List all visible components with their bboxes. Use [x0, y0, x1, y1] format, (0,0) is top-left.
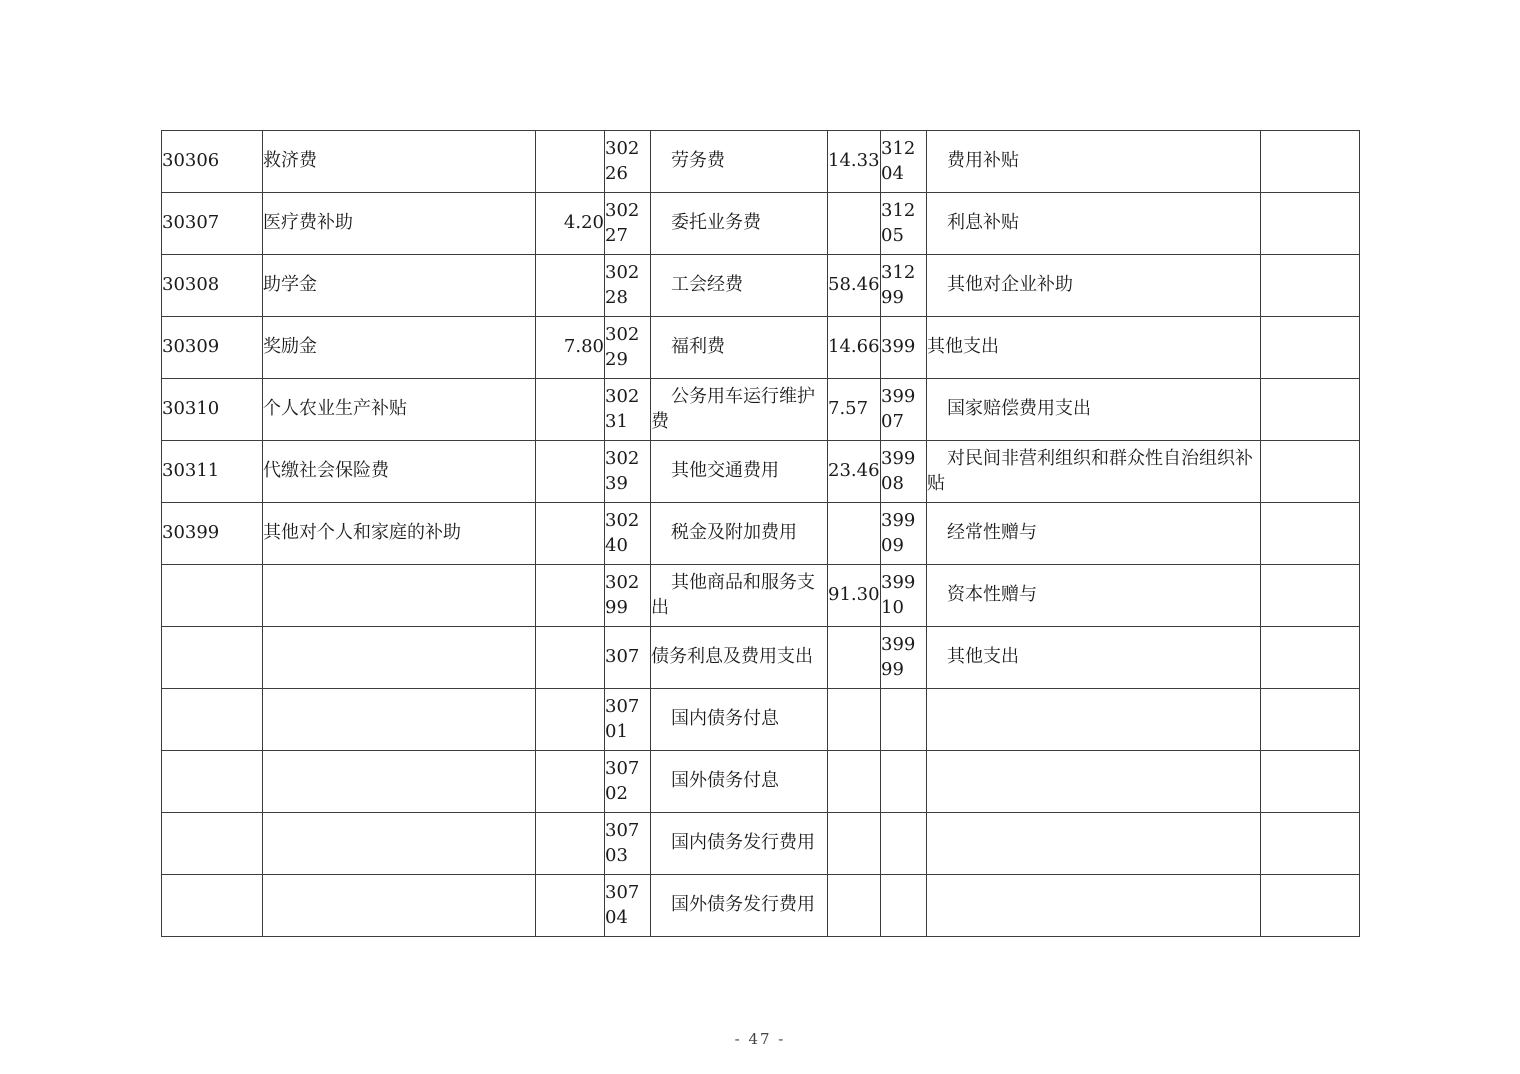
- amount-cell: [536, 379, 605, 441]
- code-cell: 30310: [162, 379, 263, 441]
- amount-cell: [1261, 689, 1360, 751]
- code-cell: 39910: [881, 565, 927, 627]
- name-cell: 其他交通费用: [651, 441, 828, 503]
- code-cell: 30228: [605, 255, 651, 317]
- code-cell: [162, 751, 263, 813]
- name-cell: 福利费: [651, 317, 828, 379]
- code-cell: 31204: [881, 131, 927, 193]
- amount-cell: 14.66: [828, 317, 881, 379]
- amount-cell: [828, 875, 881, 937]
- code-cell: 30239: [605, 441, 651, 503]
- amount-cell: [1261, 565, 1360, 627]
- name-cell: [263, 751, 536, 813]
- name-cell: 工会经费: [651, 255, 828, 317]
- code-cell: [162, 565, 263, 627]
- code-cell: 30308: [162, 255, 263, 317]
- amount-cell: [828, 193, 881, 255]
- name-cell: 公务用车运行维护费: [651, 379, 828, 441]
- name-cell: 其他对企业补助: [927, 255, 1261, 317]
- amount-cell: [1261, 131, 1360, 193]
- name-cell: 委托业务费: [651, 193, 828, 255]
- amount-cell: [536, 565, 605, 627]
- name-cell: 债务利息及费用支出: [651, 627, 828, 689]
- table-row: [162, 689, 1360, 751]
- name-cell: 经常性赠与: [927, 503, 1261, 565]
- code-cell: 399: [881, 317, 927, 379]
- expenditure-table: [161, 130, 1360, 937]
- amount-cell: [1261, 441, 1360, 503]
- name-cell: [927, 751, 1261, 813]
- table-body: [162, 131, 1360, 937]
- amount-cell: [828, 751, 881, 813]
- table-row: [162, 751, 1360, 813]
- amount-cell: [1261, 875, 1360, 937]
- amount-cell: [828, 813, 881, 875]
- name-cell: 劳务费: [651, 131, 828, 193]
- code-cell: 39909: [881, 503, 927, 565]
- amount-cell: [536, 813, 605, 875]
- name-cell: 代缴社会保险费: [263, 441, 536, 503]
- code-cell: [162, 689, 263, 751]
- code-cell: 30227: [605, 193, 651, 255]
- amount-cell: 91.30: [828, 565, 881, 627]
- name-cell: [263, 813, 536, 875]
- code-cell: 30399: [162, 503, 263, 565]
- code-cell: 31205: [881, 193, 927, 255]
- name-cell: 其他对个人和家庭的补助: [263, 503, 536, 565]
- table-row: [162, 441, 1360, 503]
- amount-cell: 4.20: [536, 193, 605, 255]
- amount-cell: [828, 627, 881, 689]
- code-cell: [881, 813, 927, 875]
- code-cell: 39907: [881, 379, 927, 441]
- name-cell: 国内债务发行费用: [651, 813, 828, 875]
- name-cell: 个人农业生产补贴: [263, 379, 536, 441]
- table-row: [162, 875, 1360, 937]
- name-cell: 其他商品和服务支出: [651, 565, 828, 627]
- name-cell: 国外债务发行费用: [651, 875, 828, 937]
- name-cell: 国家赔偿费用支出: [927, 379, 1261, 441]
- code-cell: [162, 813, 263, 875]
- table-row: [162, 255, 1360, 317]
- name-cell: 税金及附加费用: [651, 503, 828, 565]
- amount-cell: [536, 751, 605, 813]
- name-cell: 奖励金: [263, 317, 536, 379]
- code-cell: 30226: [605, 131, 651, 193]
- code-cell: 30240: [605, 503, 651, 565]
- amount-cell: [1261, 813, 1360, 875]
- code-cell: 30311: [162, 441, 263, 503]
- table-row: [162, 317, 1360, 379]
- page-number: - 47 -: [734, 1030, 786, 1048]
- table-row: [162, 565, 1360, 627]
- name-cell: 其他支出: [927, 627, 1261, 689]
- code-cell: [881, 751, 927, 813]
- amount-cell: 58.46: [828, 255, 881, 317]
- name-cell: [263, 689, 536, 751]
- table-row: [162, 131, 1360, 193]
- name-cell: 国外债务付息: [651, 751, 828, 813]
- amount-cell: 14.33: [828, 131, 881, 193]
- table-row: [162, 193, 1360, 255]
- name-cell: 其他支出: [927, 317, 1261, 379]
- name-cell: [927, 875, 1261, 937]
- name-cell: 资本性赠与: [927, 565, 1261, 627]
- table-row: [162, 379, 1360, 441]
- name-cell: [927, 689, 1261, 751]
- name-cell: [263, 627, 536, 689]
- code-cell: 30307: [162, 193, 263, 255]
- amount-cell: [536, 875, 605, 937]
- amount-cell: [1261, 255, 1360, 317]
- amount-cell: [1261, 193, 1360, 255]
- code-cell: 30704: [605, 875, 651, 937]
- code-cell: 31299: [881, 255, 927, 317]
- code-cell: [881, 689, 927, 751]
- code-cell: 39908: [881, 441, 927, 503]
- name-cell: 国内债务付息: [651, 689, 828, 751]
- name-cell: 助学金: [263, 255, 536, 317]
- amount-cell: [536, 441, 605, 503]
- name-cell: 救济费: [263, 131, 536, 193]
- code-cell: [162, 627, 263, 689]
- code-cell: 30231: [605, 379, 651, 441]
- name-cell: 对民间非营利组织和群众性自治组织补贴: [927, 441, 1261, 503]
- name-cell: [927, 813, 1261, 875]
- amount-cell: [536, 627, 605, 689]
- code-cell: [162, 875, 263, 937]
- name-cell: 利息补贴: [927, 193, 1261, 255]
- amount-cell: [536, 131, 605, 193]
- table-row: [162, 813, 1360, 875]
- amount-cell: [1261, 751, 1360, 813]
- name-cell: [263, 565, 536, 627]
- code-cell: [881, 875, 927, 937]
- amount-cell: [536, 689, 605, 751]
- amount-cell: 7.80: [536, 317, 605, 379]
- table-row: [162, 627, 1360, 689]
- amount-cell: [1261, 317, 1360, 379]
- name-cell: 医疗费补助: [263, 193, 536, 255]
- table-row: [162, 503, 1360, 565]
- name-cell: [263, 875, 536, 937]
- amount-cell: [828, 689, 881, 751]
- code-cell: 30309: [162, 317, 263, 379]
- code-cell: 30306: [162, 131, 263, 193]
- code-cell: 307: [605, 627, 651, 689]
- amount-cell: 7.57: [828, 379, 881, 441]
- code-cell: 30702: [605, 751, 651, 813]
- code-cell: 30229: [605, 317, 651, 379]
- code-cell: 39999: [881, 627, 927, 689]
- amount-cell: [1261, 627, 1360, 689]
- amount-cell: [536, 503, 605, 565]
- amount-cell: [1261, 503, 1360, 565]
- name-cell: 费用补贴: [927, 131, 1261, 193]
- code-cell: 30299: [605, 565, 651, 627]
- amount-cell: [1261, 379, 1360, 441]
- amount-cell: 23.46: [828, 441, 881, 503]
- amount-cell: [536, 255, 605, 317]
- code-cell: 30703: [605, 813, 651, 875]
- amount-cell: [828, 503, 881, 565]
- code-cell: 30701: [605, 689, 651, 751]
